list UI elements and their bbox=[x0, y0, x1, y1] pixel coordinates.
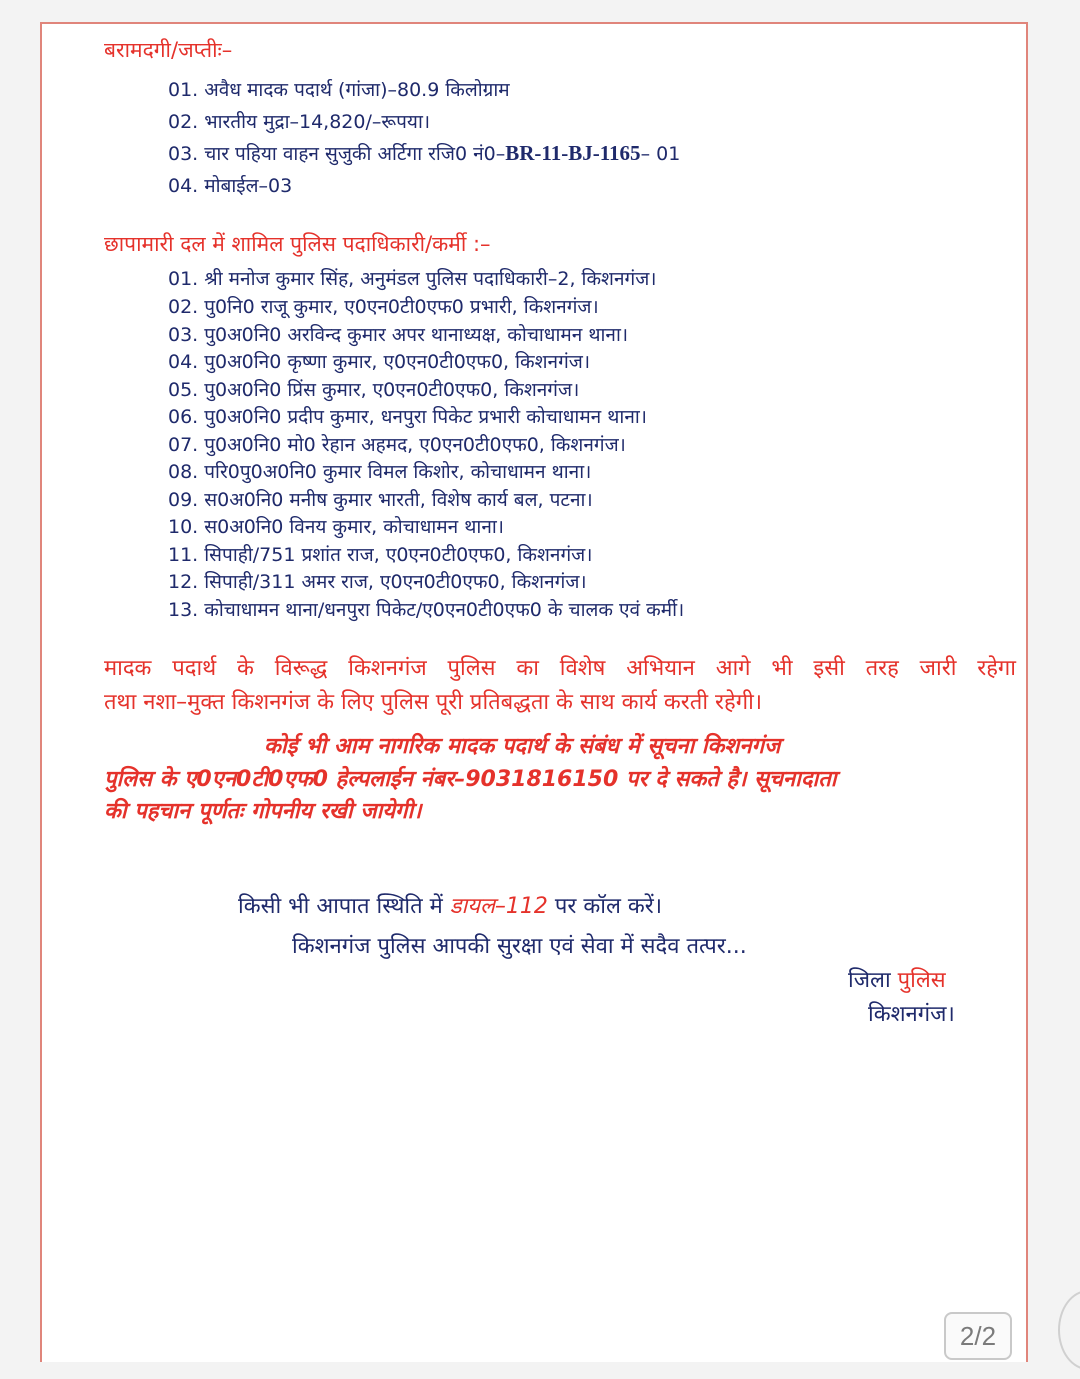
team-member-7: 07. पु0अ0नि0 मो0 रेहान अहमद, ए0एन0टी0एफ0, किशनगंज। bbox=[168, 434, 626, 456]
helpline-line-2: पुलिस के ए0एन0टी0एफ0 हेल्पलाईन नंबर–9031816150 पर दे सकते है। सूचनादाता bbox=[104, 767, 837, 792]
team-member-13: 13. कोचाधामन थाना/धनपुरा पिकेट/ए0एन0टी0एफ0 के चालक एवं कर्मी। bbox=[168, 599, 685, 621]
recovery-item-1: 01. अवैध मादक पदार्थ (गांजा)–80.9 किलोग्राम bbox=[168, 79, 510, 101]
signature-district-police bbox=[848, 964, 946, 994]
team-member-2: 02. पु0नि0 राजू कुमार, ए0एन0टी0एफ0 प्रभारी, किशनगंज। bbox=[168, 296, 599, 318]
recovery-item-2: 02. भारतीय मुद्रा–14,820/–रूपया। bbox=[168, 111, 431, 133]
emergency-line bbox=[238, 890, 662, 920]
recovery-item-3 bbox=[168, 140, 680, 166]
emergency-suffix: पर कॉल करें। bbox=[547, 894, 663, 919]
campaign-line-1: मादक पदार्थ के विरूद्ध किशनगंज पुलिस का विशेष अभियान आगे भी इसी तरह जारी रहेगा bbox=[104, 656, 1016, 681]
signature-police-word: पुलिस bbox=[897, 968, 946, 993]
vehicle-plate: BR-11-BJ-1165 bbox=[505, 141, 641, 165]
team-member-8: 08. परि0पु0अ0नि0 कुमार विमल किशोर, कोचाधामन थाना। bbox=[168, 461, 592, 483]
edge-decoration bbox=[1058, 1290, 1080, 1370]
page-indicator-label: 2/2 bbox=[959, 1320, 997, 1351]
team-member-10: 10. स0अ0नि0 विनय कुमार, कोचाधामन थाना। bbox=[168, 516, 504, 538]
signature-place: किशनगंज। bbox=[868, 1002, 955, 1027]
recovery-heading: बरामदगी/जप्तीः– bbox=[104, 38, 233, 62]
team-member-4: 04. पु0अ0नि0 कृष्णा कुमार, ए0एन0टी0एफ0, किशनगंज। bbox=[168, 351, 591, 373]
helpline-line-1: कोई भी आम नागरिक मादक पदार्थ के संबंध में सूचना किशनगंज bbox=[264, 734, 781, 759]
police-motto: किशनगंज पुलिस आपकी सुरक्षा एवं सेवा में सदैव तत्पर... bbox=[292, 934, 747, 959]
recovery-item-4: 04. मोबाईल–03 bbox=[168, 175, 293, 197]
team-member-12: 12. सिपाही/311 अमर राज, ए0एन0टी0एफ0, किशनगंज। bbox=[168, 571, 587, 593]
team-member-6: 06. पु0अ0नि0 प्रदीप कुमार, धनपुरा पिकेट प्रभारी कोचाधामन थाना। bbox=[168, 406, 647, 428]
team-member-9: 09. स0अ0नि0 मनीष कुमार भारती, विशेष कार्य बल, पटना। bbox=[168, 489, 593, 511]
recovery-item-3-text: 03. चार पहिया वाहन सुजुकी अर्टिगा रजि0 नं0– bbox=[168, 143, 506, 165]
team-heading: छापामारी दल में शामिल पुलिस पदाधिकारी/कर्मी :– bbox=[104, 232, 491, 256]
team-member-5: 05. पु0अ0नि0 प्रिंस कुमार, ए0एन0टी0एफ0, किशनगंज। bbox=[168, 379, 580, 401]
campaign-line-2: तथा नशा–मुक्त किशनगंज के लिए पुलिस पूरी प्रतिबद्धता के साथ कार्य करती रहेगी। bbox=[104, 690, 763, 715]
document-page bbox=[40, 22, 1028, 1362]
helpline-line-3: की पहचान पूर्णतः गोपनीय रखी जायेगी। bbox=[104, 799, 422, 824]
recovery-item-3-suffix: – 01 bbox=[640, 143, 681, 165]
page-indicator bbox=[944, 1312, 1012, 1360]
team-member-1: 01. श्री मनोज कुमार सिंह, अनुमंडल पुलिस पदाधिकारी–2, किशनगंज। bbox=[168, 268, 657, 290]
team-member-3: 03. पु0अ0नि0 अरविन्द कुमार अपर थानाध्यक्ष, कोचाधामन थाना। bbox=[168, 324, 629, 346]
team-member-11: 11. सिपाही/751 प्रशांत राज, ए0एन0टी0एफ0, किशनगंज। bbox=[168, 544, 593, 566]
emergency-prefix: किसी भी आपात स्थिति में bbox=[238, 894, 450, 919]
dial-112: डायल–112 bbox=[449, 894, 548, 919]
signature-prefix: जिला bbox=[848, 968, 898, 993]
